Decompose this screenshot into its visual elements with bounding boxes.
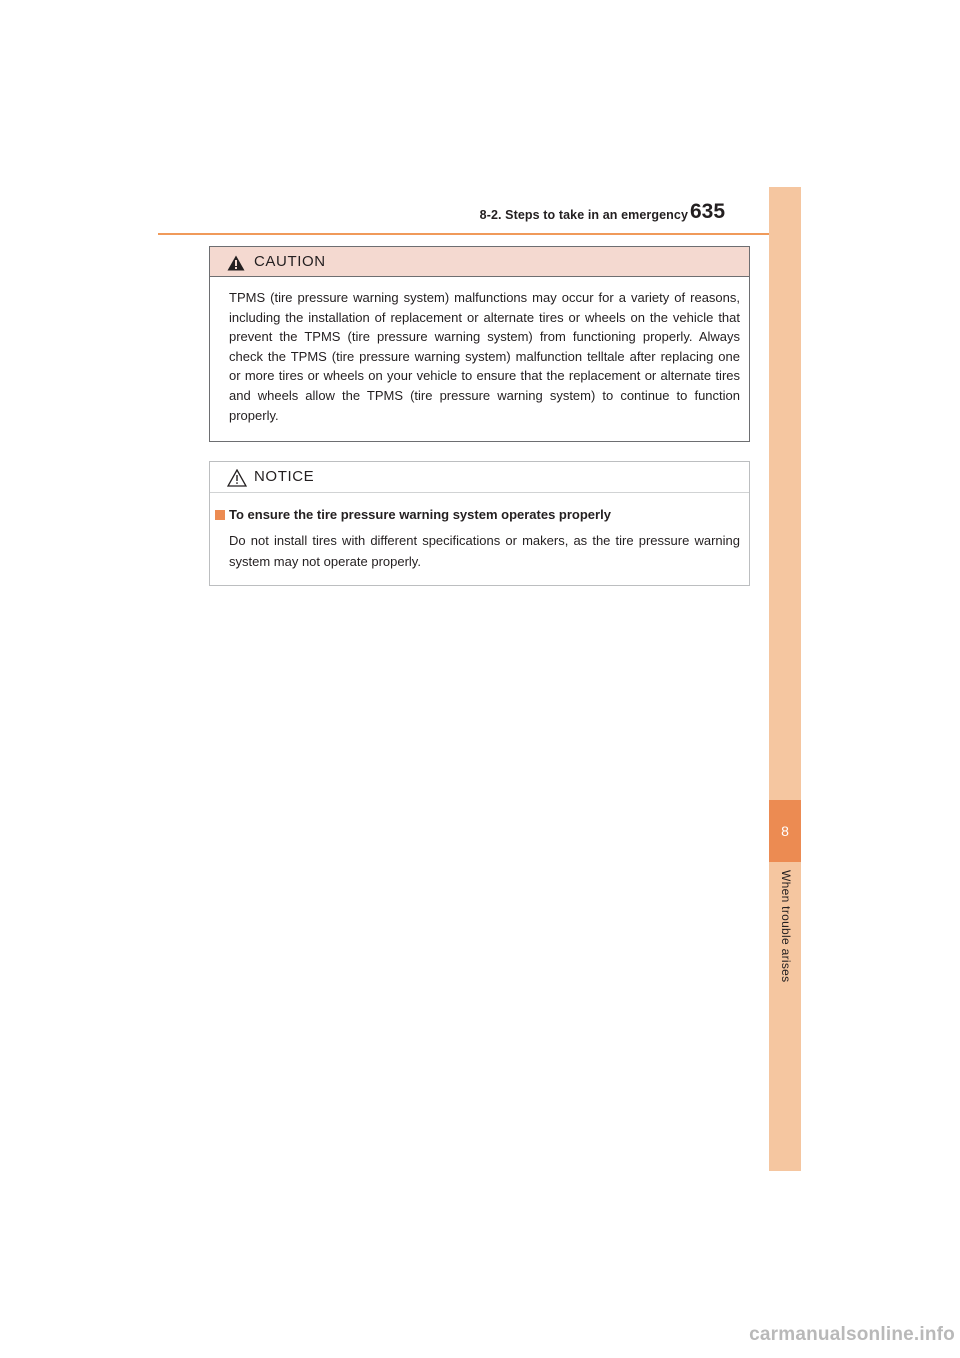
chapter-number: 8 [781, 823, 789, 839]
notice-box [209, 461, 750, 586]
notice-title: NOTICE [254, 468, 315, 485]
warning-triangle-filled-icon [227, 255, 245, 271]
chapter-side-band [769, 187, 801, 1171]
warning-triangle-outline-icon [227, 469, 247, 487]
page-number: 635 [690, 200, 726, 223]
square-bullet-icon [215, 510, 225, 520]
notice-subheading-text: To ensure the tire pressure warning system operates properly [229, 507, 611, 522]
caution-text: TPMS (tire pressure warning system) malfunctions may occur for a variety of reasons, including the installation of replacement or alternate tires or wheels on the vehicle that prevent the TPMS (tire pressure warning system) from functioning properly. Always check the TPMS (tire pressure warning system) malfunction telltale after replacing one or more tires or wheels on your vehicle to ensure that the replacement or alternate tires and wheels allow the TPMS (tire pressure warning system) to continue to function properly. [229, 290, 740, 423]
caution-box [209, 246, 750, 442]
chapter-title: When trouble arises [779, 870, 793, 983]
section-title: 8-2. Steps to take in an emergency [479, 208, 688, 222]
header-divider [158, 233, 801, 235]
notice-subheading [215, 507, 740, 522]
caution-header [210, 247, 749, 277]
notice-text: Do not install tires with different specifications or makers, as the tire pressure warning system may not operate properly. [229, 533, 740, 569]
caution-title: CAUTION [254, 253, 326, 270]
chapter-number-tab [769, 800, 801, 862]
site-watermark: carmanualsonline.info [749, 1324, 955, 1345]
notice-header [210, 462, 749, 493]
